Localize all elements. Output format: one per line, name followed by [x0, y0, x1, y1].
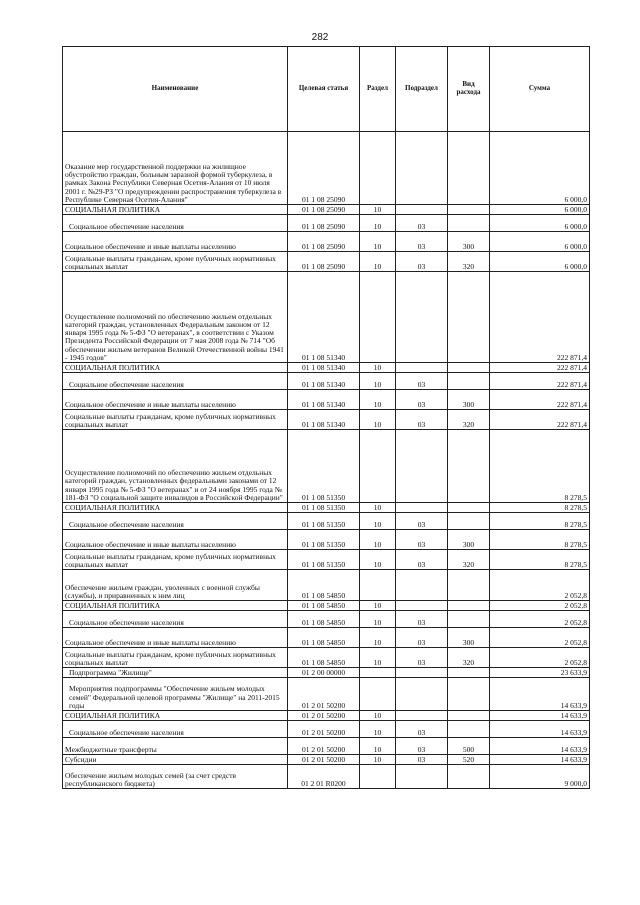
table-row [63, 648, 590, 668]
row-sum: 8 278,5 [490, 530, 590, 550]
row-subsection: 03 [396, 410, 448, 430]
row-sum: 2 052,8 [490, 601, 590, 611]
row-sum: 2 052,8 [490, 648, 590, 668]
row-sum: 14 633,9 [490, 755, 590, 765]
row-subsection [396, 678, 448, 711]
row-sum: 222 871,4 [490, 373, 590, 390]
row-target-code: 01 2 01 50200 [288, 711, 360, 721]
row-subsection: 03 [396, 738, 448, 755]
row-subsection: 03 [396, 373, 448, 390]
row-target-code: 01 2 01 50200 [288, 755, 360, 765]
row-expense-type [448, 205, 490, 215]
row-target-code: 01 1 08 51340 [288, 390, 360, 410]
row-section: 10 [360, 628, 396, 648]
row-name: Социальные выплаты гражданам, кроме публичных нормативных социальных выплат [63, 252, 288, 272]
table-row [63, 611, 590, 628]
row-expense-type [448, 430, 490, 503]
row-expense-type: 300 [448, 530, 490, 550]
row-sum: 222 871,4 [490, 410, 590, 430]
row-expense-type [448, 272, 490, 363]
row-name: Социальное обеспечение населения [63, 611, 288, 628]
row-subsection: 03 [396, 550, 448, 570]
row-name: Осуществление полномочий по обеспечению жильем отдельных категорий граждан, установленных федеральными законами от 12 января 1995 года № 5-ФЗ "О ветеранах" и от 24 ноября 1995 года № 181-ФЗ "О социальной защите инвалидов в Российской Федерации" [63, 430, 288, 503]
row-subsection: 03 [396, 648, 448, 668]
page-number: 282 [311, 32, 329, 43]
row-name: СОЦИАЛЬНАЯ ПОЛИТИКА [63, 711, 288, 721]
table-row [63, 550, 590, 570]
row-target-code: 01 1 08 54850 [288, 628, 360, 648]
row-section [360, 272, 396, 363]
row-expense-type [448, 668, 490, 678]
row-subsection [396, 132, 448, 205]
row-expense-type: 320 [448, 648, 490, 668]
row-subsection: 03 [396, 628, 448, 648]
row-sum: 14 633,9 [490, 711, 590, 721]
row-expense-type: 500 [448, 738, 490, 755]
row-sum: 9 000,0 [490, 765, 590, 789]
row-subsection [396, 570, 448, 601]
row-expense-type [448, 215, 490, 232]
row-target-code: 01 1 08 51350 [288, 550, 360, 570]
table-row [63, 205, 590, 215]
table-row [63, 711, 590, 721]
table-row [63, 252, 590, 272]
row-section: 10 [360, 410, 396, 430]
row-target-code: 01 2 00 00000 [288, 668, 360, 678]
header-section: Раздел [360, 47, 396, 132]
row-name: Социальные выплаты гражданам, кроме публичных нормативных социальных выплат [63, 550, 288, 570]
row-subsection: 03 [396, 530, 448, 550]
row-name: СОЦИАЛЬНАЯ ПОЛИТИКА [63, 601, 288, 611]
row-sum: 14 633,9 [490, 738, 590, 755]
row-subsection [396, 765, 448, 789]
row-expense-type [448, 373, 490, 390]
row-expense-type [448, 765, 490, 789]
table-row [63, 215, 590, 232]
table-row [63, 530, 590, 550]
row-sum: 14 633,9 [490, 721, 590, 738]
row-name: Социальное обеспечение населения [63, 721, 288, 738]
row-section [360, 765, 396, 789]
row-target-code: 01 1 08 51340 [288, 373, 360, 390]
row-expense-type: 300 [448, 390, 490, 410]
row-name: Подпрограмма "Жилище" [63, 668, 288, 678]
row-target-code: 01 1 08 54850 [288, 601, 360, 611]
row-section: 10 [360, 550, 396, 570]
row-target-code: 01 2 01 R0200 [288, 765, 360, 789]
table-row [63, 363, 590, 373]
table-row [63, 755, 590, 765]
row-name: Осуществление полномочий по обеспечению жильем отдельных категорий граждан, установленных Федеральным законом от 12 января 1995 года № 5-ФЗ "О ветеранах", в соответствии с Указом Президента Российской Федерации от 7 мая 2008 года № 714 "Об обеспечении жильем ветеранов Великой Отечественной войны 1941 - 1945 годов" [63, 272, 288, 363]
table-row [63, 272, 590, 363]
row-name: Оказание мер государственной поддержки на жилищное обустройство граждан, больным заразной формой туберкулеза, в рамках Закона Республики Северная Осетия-Алания от 10 июля 2001 г. №29-РЗ "О предупреждении распространения туберкулеза в Республике Северная Осетия-Алания" [63, 132, 288, 205]
row-name: Социальные выплаты гражданам, кроме публичных нормативных социальных выплат [63, 410, 288, 430]
row-subsection: 03 [396, 252, 448, 272]
row-name: Социальное обеспечение и иные выплаты населению [63, 530, 288, 550]
row-sum: 23 633,9 [490, 668, 590, 678]
row-subsection [396, 503, 448, 513]
row-target-code: 01 2 01 50200 [288, 678, 360, 711]
row-subsection: 03 [396, 215, 448, 232]
table-row [63, 738, 590, 755]
row-expense-type: 300 [448, 628, 490, 648]
row-section: 10 [360, 513, 396, 530]
table-row [63, 601, 590, 611]
table-row [63, 678, 590, 711]
row-target-code: 01 1 08 54850 [288, 648, 360, 668]
table-row [63, 668, 590, 678]
header-target: Целевая статья [288, 47, 360, 132]
row-sum: 2 052,8 [490, 628, 590, 648]
row-section: 10 [360, 721, 396, 738]
row-name: Социальное обеспечение населения [63, 373, 288, 390]
row-name: Мероприятия подпрограммы "Обеспечение жильем молодых семей" Федеральной целевой программы "Жилище" на 2011-2015 годы [63, 678, 288, 711]
row-subsection [396, 363, 448, 373]
row-section: 10 [360, 232, 396, 252]
row-sum: 222 871,4 [490, 390, 590, 410]
row-target-code: 01 2 01 50200 [288, 721, 360, 738]
table-row [63, 232, 590, 252]
row-target-code: 01 1 08 25090 [288, 252, 360, 272]
row-section [360, 678, 396, 711]
row-section [360, 132, 396, 205]
row-subsection [396, 205, 448, 215]
table-row [63, 503, 590, 513]
table-row [63, 132, 590, 205]
table-body [63, 132, 590, 789]
row-target-code: 01 1 08 54850 [288, 611, 360, 628]
row-section: 10 [360, 738, 396, 755]
row-name: СОЦИАЛЬНАЯ ПОЛИТИКА [63, 363, 288, 373]
row-sum: 2 052,8 [490, 611, 590, 628]
row-expense-type [448, 721, 490, 738]
row-name: Социальное обеспечение и иные выплаты населению [63, 628, 288, 648]
row-expense-type: 320 [448, 550, 490, 570]
row-name: Социальное обеспечение и иные выплаты населению [63, 232, 288, 252]
row-name: Социальное обеспечение населения [63, 513, 288, 530]
row-target-code: 01 1 08 51350 [288, 503, 360, 513]
row-expense-type [448, 503, 490, 513]
budget-table [62, 46, 590, 789]
row-target-code: 01 1 08 51340 [288, 272, 360, 363]
row-sum: 8 278,5 [490, 513, 590, 530]
row-section: 10 [360, 530, 396, 550]
row-name: Социальное обеспечение населения [63, 215, 288, 232]
row-subsection [396, 668, 448, 678]
table-row [63, 410, 590, 430]
row-target-code: 01 1 08 51350 [288, 530, 360, 550]
row-expense-type [448, 513, 490, 530]
row-target-code: 01 1 08 54850 [288, 570, 360, 601]
row-expense-type [448, 711, 490, 721]
table-row [63, 721, 590, 738]
row-expense-type: 320 [448, 410, 490, 430]
row-name: СОЦИАЛЬНАЯ ПОЛИТИКА [63, 205, 288, 215]
row-section [360, 430, 396, 503]
row-section: 10 [360, 205, 396, 215]
row-expense-type: 320 [448, 252, 490, 272]
row-section: 10 [360, 503, 396, 513]
row-section: 10 [360, 601, 396, 611]
row-sum: 222 871,4 [490, 363, 590, 373]
row-subsection: 03 [396, 390, 448, 410]
row-target-code: 01 1 08 25090 [288, 132, 360, 205]
row-subsection [396, 601, 448, 611]
row-subsection: 03 [396, 513, 448, 530]
row-target-code: 01 1 08 51340 [288, 410, 360, 430]
row-sum: 6 000,0 [490, 252, 590, 272]
row-section: 10 [360, 390, 396, 410]
row-expense-type [448, 363, 490, 373]
row-sum: 6 000,0 [490, 132, 590, 205]
row-target-code: 01 1 08 51350 [288, 430, 360, 503]
row-section: 10 [360, 648, 396, 668]
row-section: 10 [360, 373, 396, 390]
row-name: Обеспечение жильем молодых семей (за счет средств республиканского бюджета) [63, 765, 288, 789]
row-target-code: 01 1 08 51340 [288, 363, 360, 373]
row-name: СОЦИАЛЬНАЯ ПОЛИТИКА [63, 503, 288, 513]
row-sum: 2 052,8 [490, 570, 590, 601]
header-expense-type: Вид расхода [448, 47, 490, 132]
row-sum: 8 278,5 [490, 430, 590, 503]
table-row [63, 430, 590, 503]
row-section [360, 570, 396, 601]
row-name: Социальные выплаты гражданам, кроме публичных нормативных социальных выплат [63, 648, 288, 668]
row-sum: 8 278,5 [490, 503, 590, 513]
row-subsection: 03 [396, 232, 448, 252]
row-sum: 8 278,5 [490, 550, 590, 570]
table-row [63, 390, 590, 410]
row-sum: 6 000,0 [490, 232, 590, 252]
row-subsection [396, 272, 448, 363]
row-name: Межбюджетные трансферты [63, 738, 288, 755]
table-row [63, 765, 590, 789]
row-sum: 6 000,0 [490, 205, 590, 215]
header-row [63, 47, 590, 132]
row-subsection [396, 430, 448, 503]
row-expense-type [448, 570, 490, 601]
header-subsection: Подраздел [396, 47, 448, 132]
row-expense-type [448, 601, 490, 611]
row-target-code: 01 1 08 25090 [288, 205, 360, 215]
row-expense-type [448, 678, 490, 711]
row-expense-type: 520 [448, 755, 490, 765]
table-row [63, 570, 590, 601]
table-row [63, 513, 590, 530]
table-row [63, 628, 590, 648]
row-subsection: 03 [396, 755, 448, 765]
row-name: Субсидии [63, 755, 288, 765]
header-name: Наименование [63, 47, 288, 132]
row-target-code: 01 1 08 25090 [288, 215, 360, 232]
row-subsection: 03 [396, 721, 448, 738]
table-row [63, 373, 590, 390]
row-section: 10 [360, 711, 396, 721]
row-sum: 222 871,4 [490, 272, 590, 363]
row-expense-type [448, 611, 490, 628]
header-sum: Сумма [490, 47, 590, 132]
row-section: 10 [360, 215, 396, 232]
row-section [360, 668, 396, 678]
row-target-code: 01 2 01 50200 [288, 738, 360, 755]
row-target-code: 01 1 08 25090 [288, 232, 360, 252]
row-section: 10 [360, 252, 396, 272]
row-sum: 14 633,9 [490, 678, 590, 711]
row-expense-type: 300 [448, 232, 490, 252]
row-target-code: 01 1 08 51350 [288, 513, 360, 530]
row-subsection [396, 711, 448, 721]
row-section: 10 [360, 611, 396, 628]
row-section: 10 [360, 755, 396, 765]
row-subsection: 03 [396, 611, 448, 628]
row-sum: 6 000,0 [490, 215, 590, 232]
row-section: 10 [360, 363, 396, 373]
row-expense-type [448, 132, 490, 205]
row-name: Социальное обеспечение и иные выплаты населению [63, 390, 288, 410]
row-name: Обеспечение жильем граждан, уволенных с военной службы (службы), и приравненных к ним лиц [63, 570, 288, 601]
